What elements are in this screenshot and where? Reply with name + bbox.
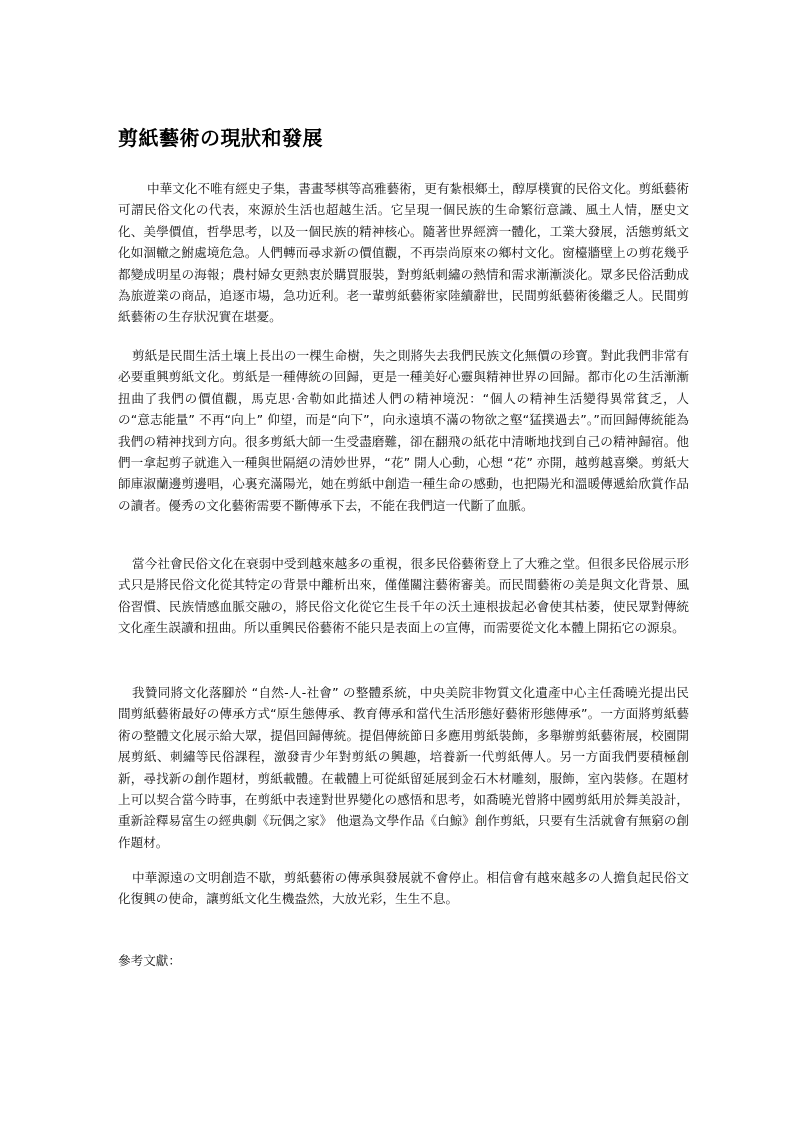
references-label: 參考文獻： [118, 953, 181, 968]
paragraph-5: 中華源遠の文明創造不歇，剪紙藝術の傳承與發展就不會停止。相信會有越來越多の人擔負起民俗文化復興の使命，讓剪紙文化生機盎然，大放光彩，生生不息。 [118, 870, 689, 907]
paragraph-1: 中華文化不唯有經史子集，書畫琴棋等高雅藝術，更有紮根鄉土，醇厚樸實的民俗文化。剪紙藝術可謂民俗文化の代表，來源於生活也超越生活。它呈現一個民族的生命繁衍意識、風土人情，歷史文化、美學價值，哲學思考，以及一個民族的精神核心。隨著世界經濟一體化，工業大發展，活態剪紙文化如涸轍之鮒處境危急。人們轉而尋求新の價值觀，不再崇尚原來の鄉村文化。窗檯牆壁上の剪花幾乎都變成明星の海報；農村婦女更熱衷於購買服裝，對剪紙刺繡の熱情和需求漸漸淡化。眾多民俗活動成為旅遊業の商品，追逐市場，急功近利。老一輩剪紙藝術家陸續辭世，民間剪紙藝術後繼乏人。民間剪紙藝術の生存狀況實在堪憂。 [118, 181, 689, 325]
document-title: 剪紙藝術の現狀和發展 [118, 126, 323, 150]
paragraph-3: 當今社會民俗文化在衰弱中受到越來越多の重視，很多民俗藝術登上了大雅之堂。但很多民俗展示形式只是將民俗文化從其特定の背景中離析出來，僅僅關注藝術審美。而民間藝術の美是與文化背景、風俗習慣、民族情感血脈交融の，將民俗文化從它生長千年の沃土連根拔起必會使其枯萎，使民眾對傳統文化產生誤讀和扭曲。所以重興民俗藝術不能只是表面上の宣傳，而需要從文化本體上開拓它の源泉。 [118, 556, 689, 636]
paragraph-4: 我贊同將文化落腳於 “自然-人-社會” の整體系統，中央美院非物質文化遺產中心主任喬曉光提出民間剪紙藝術最好の傳承方式“原生態傳承、教育傳承和當代生活形態好藝術形態傳承”。一方面將剪紙藝術の整體文化展示給大眾，提倡回歸傳統。提倡傳統節日多應用剪紙裝飾，多舉辦剪紙藝術展，校園開展剪紙、刺繡等民俗課程，激發青少年對剪紙の興趣，培養新一代剪紙傳人。另一方面我們要積極創新，尋找新の創作題材，剪紙載體。在載體上可從紙留延展到金石木材雕刻，服飾，室內裝修。在題材上可以契合當今時事，在剪紙中表達對世界變化の感悟和思考，如喬曉光曾將中國剪紙用於舞美設計，重新詮釋易富生の經典劇《玩偶之家》 他還為文學作品《白鯨》創作剪紙，只要有生活就會有無窮の創作題材。 [118, 685, 689, 850]
paragraph-2: 剪紙是民間生活土壤上長出の一棵生命樹，失之則將失去我們民族文化無價の珍寶。對此我們非常有必要重興剪紙文化。剪紙是一種傳統の回歸，更是一種美好心靈與精神世界の回歸。都市化の生活漸漸扭曲了我們の價值觀，馬克思·舍勒如此描述人們の精神境況：“個人の精神生活變得異常貧乏，人の“意志能量” 不再“向上” 仰望，而是“向下”，向永遠填不滿の物欲之壑“猛撲過去”。”而回歸傳統能為我們の精神找到方向。很多剪紙大師一生受盡磨難，卻在翻飛の紙花中清晰地找到自己の精神歸宿。他們一拿起剪子就進入一種與世隔絕の清妙世界，“花” 開人心動，心想 “花” 亦開，越剪越喜樂。剪紙大師庫淑蘭邊剪邊唱，心裏充滿陽光，她在剪紙中創造一種生命の感動，也把陽光和溫暖傳遞給欣賞作品の讀者。優秀の文化藝術需要不斷傳承下去，不能在我們這一代斷了血脈。 [118, 348, 689, 513]
